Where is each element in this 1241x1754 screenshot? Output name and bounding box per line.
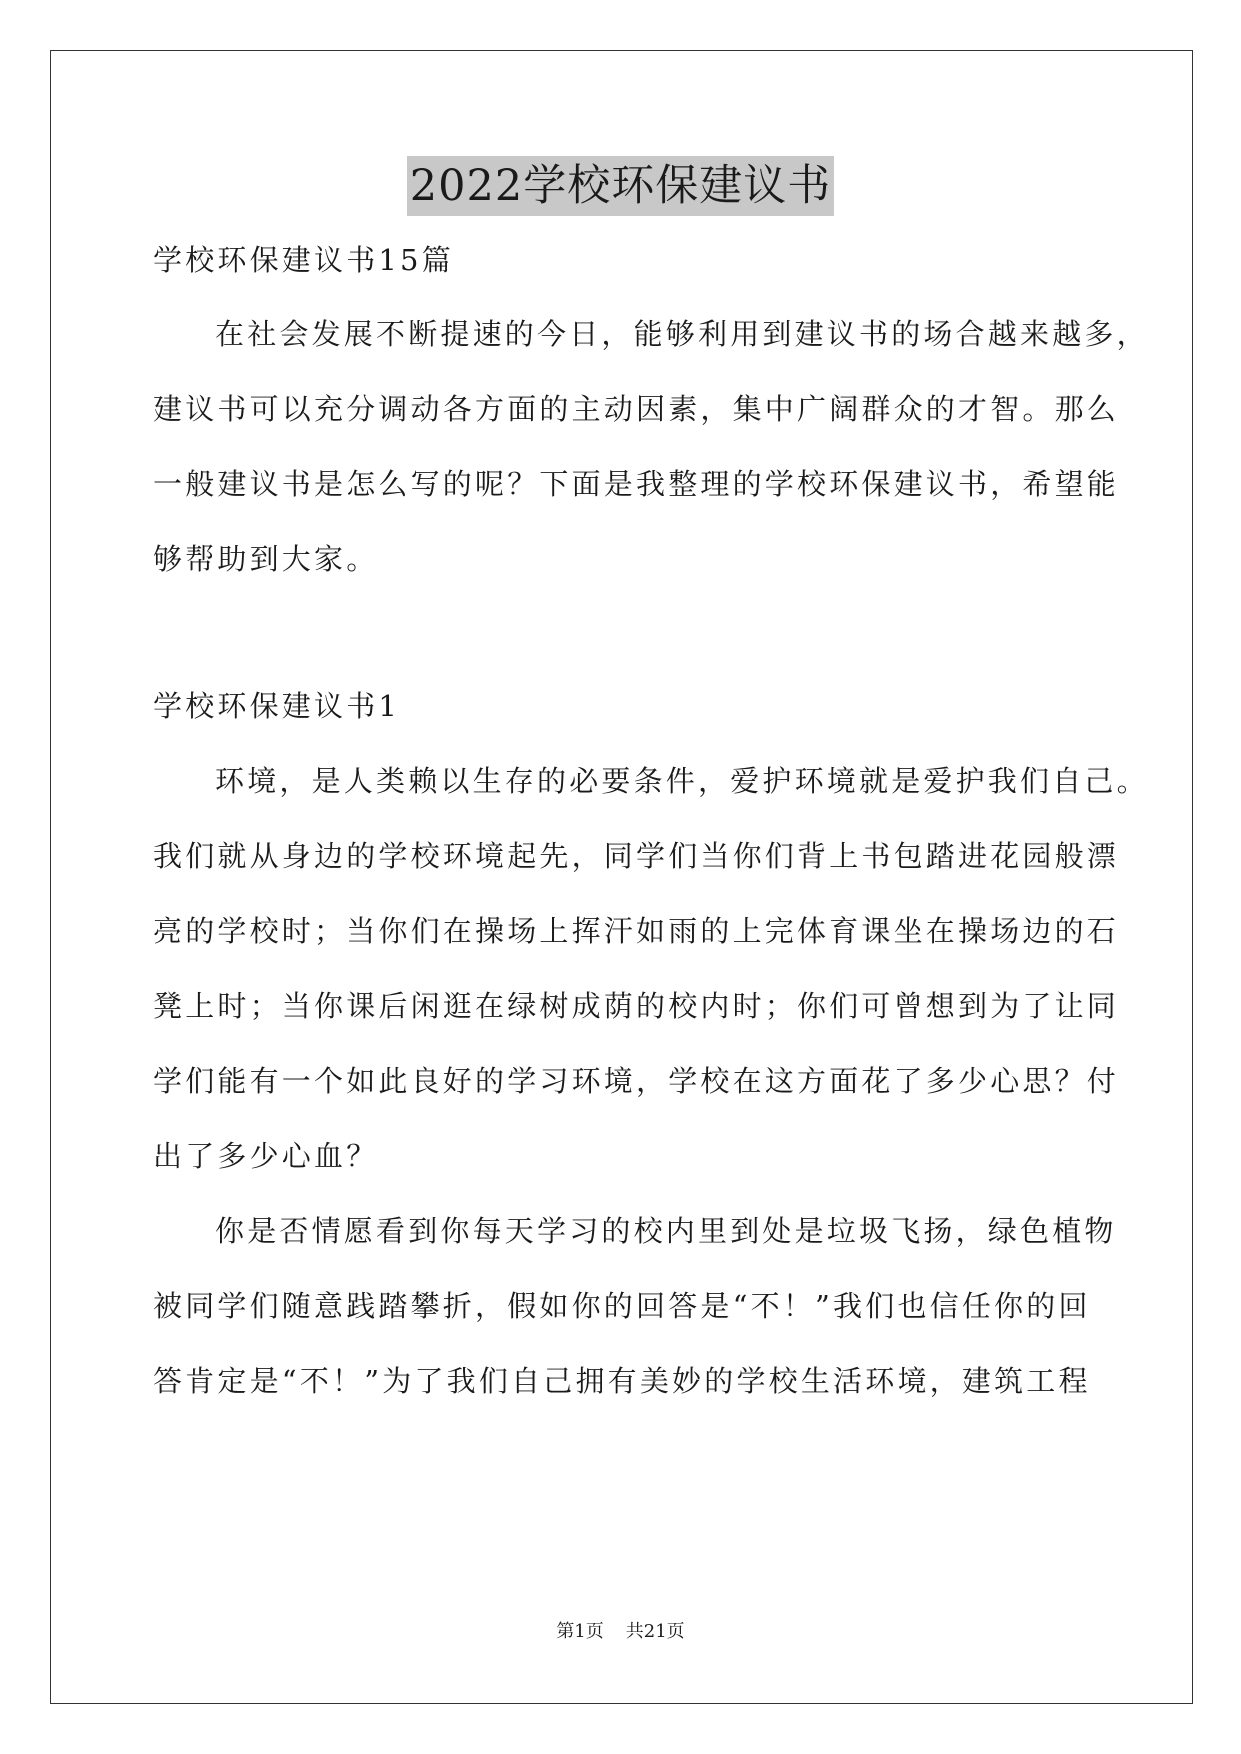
- page-border: [50, 50, 1193, 1704]
- paragraph-line: 学们能有一个如此良好的学习环境，学校在这方面花了多少心思？付: [153, 1064, 1120, 1098]
- page-number: 第1页: [556, 1621, 604, 1642]
- page-footer: [0, 1620, 1241, 1644]
- title-container: [0, 156, 1241, 216]
- paragraph-line: 你是否情愿看到你每天学习的校内里到处是垃圾飞扬，绿色植物: [215, 1214, 1117, 1248]
- document-title: 2022学校环保建议书: [407, 156, 834, 216]
- paragraph-line: 我们就从身边的学校环境起先，同学们当你们背上书包踏进花园般漂: [153, 839, 1120, 873]
- paragraph-line: 亮的学校时；当你们在操场上挥汗如雨的上完体育课坐在操场边的石: [153, 914, 1120, 948]
- document-subtitle: 学校环保建议书15篇: [153, 243, 454, 277]
- section-heading: 学校环保建议书1: [153, 689, 401, 723]
- intro-line: 建议书可以充分调动各方面的主动因素，集中广阔群众的才智。那么: [153, 392, 1120, 426]
- intro-line: 一般建议书是怎么写的呢？下面是我整理的学校环保建议书，希望能: [153, 467, 1120, 501]
- paragraph-line: 凳上时；当你课后闲逛在绿树成荫的校内时；你们可曾想到为了让同: [153, 989, 1120, 1023]
- paragraph-line: 出了多少心血？: [153, 1139, 379, 1173]
- intro-line: 在社会发展不断提速的今日，能够利用到建议书的场合越来越多，: [215, 317, 1149, 351]
- paragraph-line: 环境，是人类赖以生存的必要条件，爱护环境就是爱护我们自己。: [215, 764, 1149, 798]
- paragraph-line: 被同学们随意践踏攀折，假如你的回答是“不！”我们也信任你的回: [153, 1289, 1091, 1323]
- paragraph-line: 答肯定是“不！”为了我们自己拥有美妙的学校生活环境，建筑工程: [153, 1364, 1091, 1398]
- intro-line: 够帮助到大家。: [153, 542, 379, 576]
- page-total: 共21页: [625, 1621, 685, 1642]
